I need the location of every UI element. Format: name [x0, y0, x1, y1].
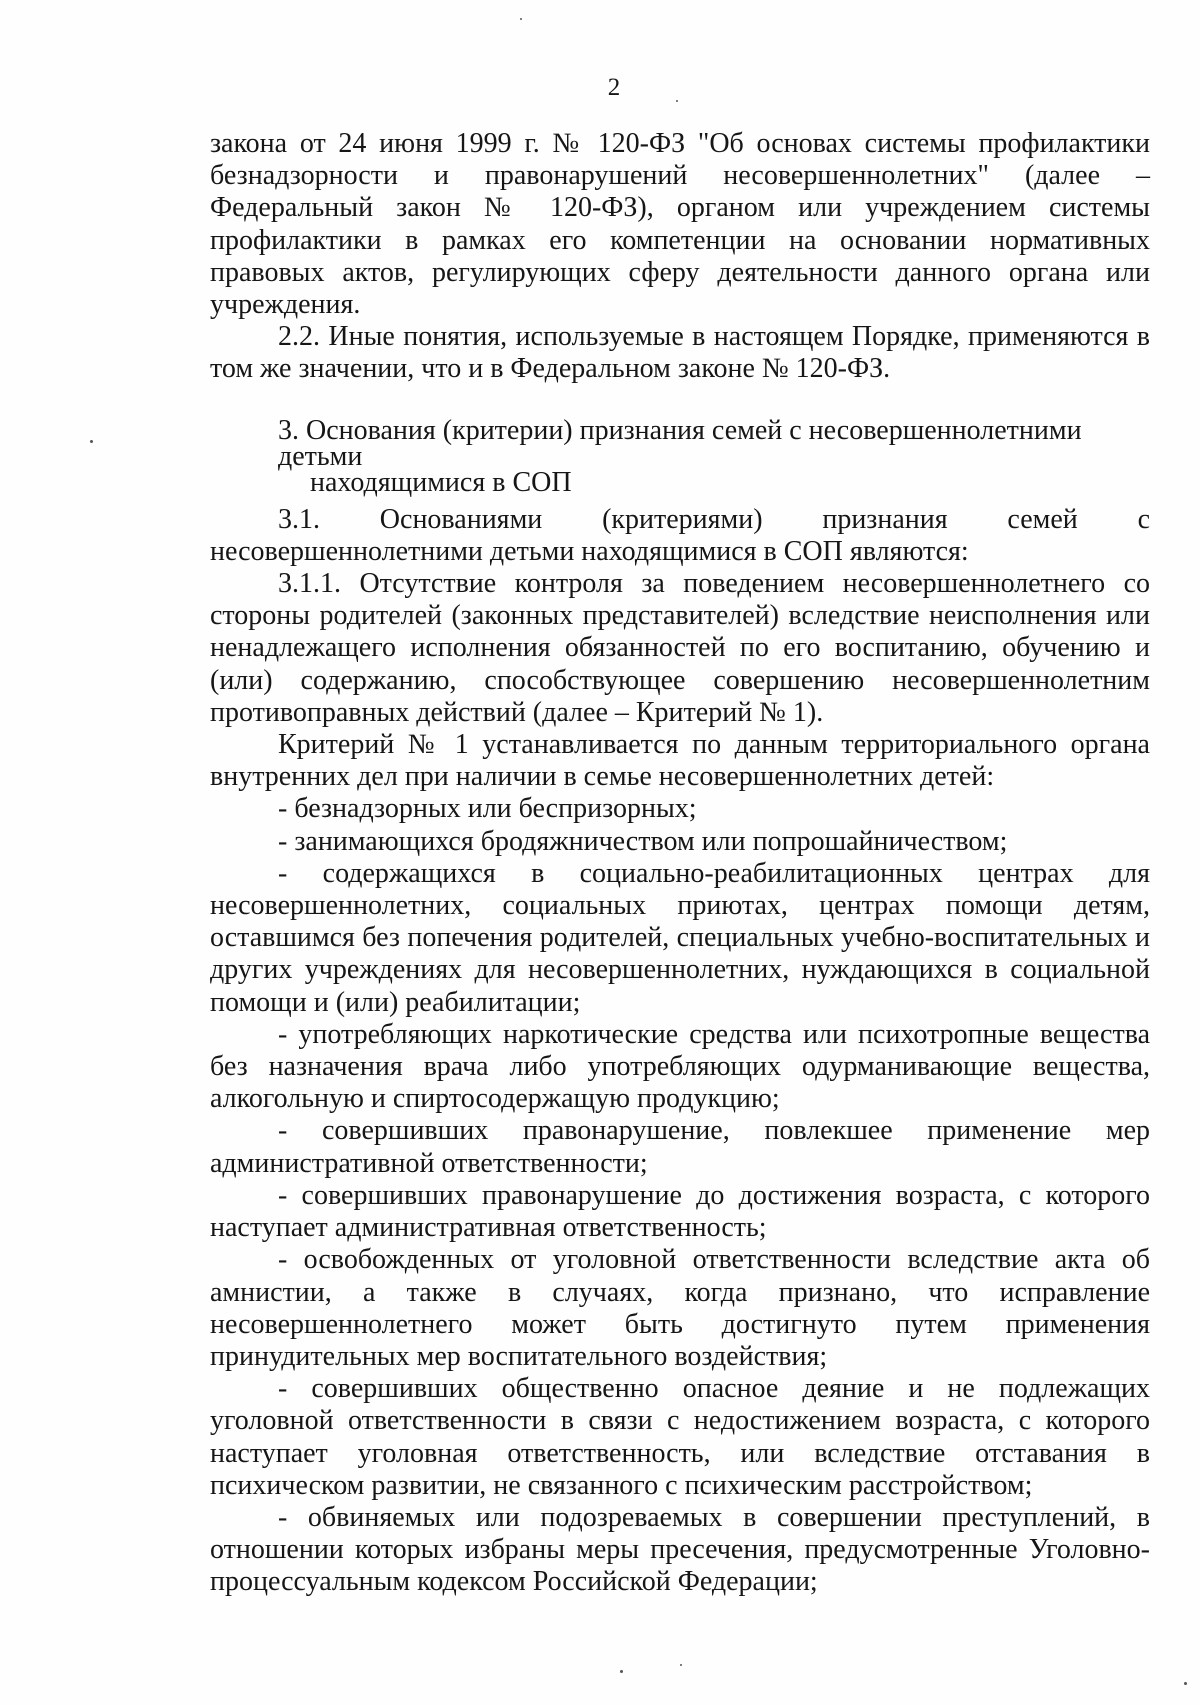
list-item: - занимающихся бродяжничеством или попрошайничеством;	[278, 825, 1008, 857]
scan-speck	[90, 440, 93, 443]
paragraph-continuation: закона от 24 июня 1999 г. № 120-ФЗ "Об основах системы профилактики безнадзорности и правонарушений несовершеннолетних" (далее – Федеральный закон № 120-ФЗ), органом или учреждением системы профилактики в рамках его компетенции на основании нормативных правовых актов, регулирующих сферу деятельности данного органа или учреждения.	[210, 128, 1150, 321]
list-item: - безнадзорных или беспризорных;	[278, 793, 697, 825]
paragraph-3-1: 3.1. Основаниями (критериями) признания семей с несовершеннолетними детьми находящимися в СОП являются:	[210, 503, 1150, 567]
page-number: 2	[607, 74, 621, 101]
scan-speck	[520, 18, 522, 20]
list-item: - совершивших правонарушение до достижения возраста, с которого наступает административная ответственность;	[210, 1179, 1150, 1244]
paragraph-3-1-1: 3.1.1. Отсутствие контроля за поведением несовершеннолетнего со стороны родителей (законных представителей) вследствие неисполнения или ненадлежащего исполнения обязанностей по его воспитанию, обучению и (или) содержанию, способствующее совершению несовершеннолетним противоправных действий (далее – Критерий № 1).	[210, 568, 1150, 728]
paragraph-criterion-1: Критерий № 1 устанавливается по данным территориального органа внутренних дел при наличии в семье несовершеннолетних детей:	[210, 729, 1150, 793]
list-item: - обвиняемых или подозреваемых в совершении преступлений, в отношении которых избраны меры пресечения, предусмотренные Уголовно-процессуальным кодексом Российской Федерации;	[210, 1501, 1150, 1598]
scan-speck	[680, 1664, 682, 1666]
scan-speck	[676, 100, 678, 102]
list-item: - содержащихся в социально-реабилитационных центрах для несовершеннолетних, социальных приютах, центрах помощи детям, оставшимся без попечения родителей, специальных учебно-воспитательных и других учреждениях для несовершеннолетних, нуждающихся в социальной помощи и (или) реабилитации;	[210, 857, 1150, 1018]
list-item: - освобожденных от уголовной ответственности вследствие акта об амнистии, а также в случаях, когда признано, что исправление несовершеннолетнего может быть достигнуто путем применения принудительных мер воспитательного воздействия;	[210, 1244, 1150, 1372]
list-item: - совершивших правонарушение, повлекшее применение мер административной ответственности;	[210, 1115, 1150, 1179]
scan-speck	[1184, 1682, 1187, 1685]
list-item: - употребляющих наркотические средства или психотропные вещества без назначения врача либо употребляющих одурманивающие вещества, алкогольную и спиртосодержащую продукцию;	[210, 1018, 1150, 1115]
section-heading-3	[210, 414, 1150, 498]
list-item: - совершивших общественно опасное деяние и не подлежащих уголовной ответственности в связи с недостижением возраста, с которого наступает уголовная ответственность, или вследствие отставания в психическом развитии, не связанного с психическим расстройством;	[210, 1373, 1150, 1501]
section-heading-line-1: 3. Основания (критерии) признания семей с несовершеннолетними детьми	[278, 414, 1082, 472]
scan-speck	[620, 1670, 623, 1673]
section-heading-line-2: находящимися в СОП	[310, 466, 572, 498]
document-body	[210, 128, 1150, 1599]
paragraph-2-2: 2.2. Иные понятия, используемые в настоящем Порядке, применяются в том же значении, что и в Федеральном законе № 120-ФЗ.	[210, 321, 1150, 385]
